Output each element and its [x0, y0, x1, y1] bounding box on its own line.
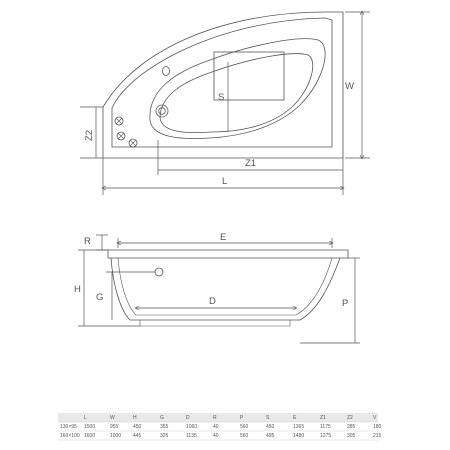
label-z2: Z2	[84, 129, 95, 141]
table-cell: 325	[160, 433, 169, 439]
table-header-cell: E	[293, 415, 297, 421]
dimension-table	[58, 413, 382, 440]
label-h: H	[74, 284, 81, 295]
table-cell: 180	[373, 424, 382, 430]
table-cell: 560	[240, 424, 249, 430]
table-header-cell: R	[213, 415, 217, 421]
side-view-dimensions	[78, 235, 360, 343]
tub-inner-rim	[112, 18, 332, 147]
table-cell: 1500	[84, 424, 96, 430]
label-s: S	[218, 92, 225, 103]
table-cell: 1060	[186, 424, 198, 430]
overflow-fitting	[163, 67, 170, 76]
side-view	[108, 250, 348, 326]
table-header-cell: L	[84, 415, 87, 421]
drain-inner	[159, 108, 166, 115]
label-g: G	[96, 292, 104, 303]
table-header-cell: Z1	[320, 415, 326, 421]
table-cell: 160×100	[60, 433, 80, 439]
table-cell: 445	[133, 433, 142, 439]
label-d: D	[209, 296, 216, 307]
tub-base	[140, 320, 290, 326]
label-z1: Z1	[245, 158, 257, 169]
table-cell: 1275	[320, 433, 332, 439]
top-view-dimensions	[80, 11, 370, 195]
table-header-cell: H	[133, 415, 137, 421]
table-cell: 355	[160, 424, 169, 430]
table-cell: 450	[133, 424, 142, 430]
table-header-cell: P	[240, 415, 244, 421]
table-cell: 450	[266, 424, 275, 430]
table-header-cell: S	[266, 415, 270, 421]
headrest-area	[214, 52, 284, 100]
table-cell: 1600	[84, 433, 96, 439]
label-p: P	[342, 298, 349, 309]
label-w: W	[345, 81, 354, 92]
table-cell: 560	[240, 433, 249, 439]
table-header-cell: W	[110, 415, 115, 421]
overflow-side	[155, 268, 163, 276]
top-view	[103, 12, 343, 158]
table-cell: 285	[347, 424, 356, 430]
tub-outer-outline	[103, 12, 343, 158]
tub-inner-contour	[118, 258, 332, 315]
table-cell: 215	[373, 433, 382, 439]
basin-floor	[160, 54, 313, 133]
table-cell: 495	[266, 433, 275, 439]
tub-body-side	[111, 258, 340, 320]
tub-rim-side	[108, 250, 348, 258]
table-cell: 955	[110, 424, 119, 430]
table-cell: 40	[213, 424, 219, 430]
table-cell: 305	[347, 433, 356, 439]
label-r: R	[84, 236, 91, 247]
table-cell: 40	[213, 433, 219, 439]
label-e: E	[220, 232, 227, 243]
table-header-cell: Z2	[347, 415, 353, 421]
table-header-cell: V	[373, 415, 377, 421]
table-cell: 1365	[293, 424, 305, 430]
table-cell: 130×95	[60, 424, 77, 430]
table-cell: 1480	[293, 433, 305, 439]
table-header-cell: G	[160, 415, 164, 421]
table-cell: 1175	[320, 424, 331, 430]
table-cell: 1000	[110, 433, 122, 439]
table-header-cell: D	[186, 415, 190, 421]
label-l: L	[222, 176, 228, 187]
table-cell: 1135	[186, 433, 197, 439]
